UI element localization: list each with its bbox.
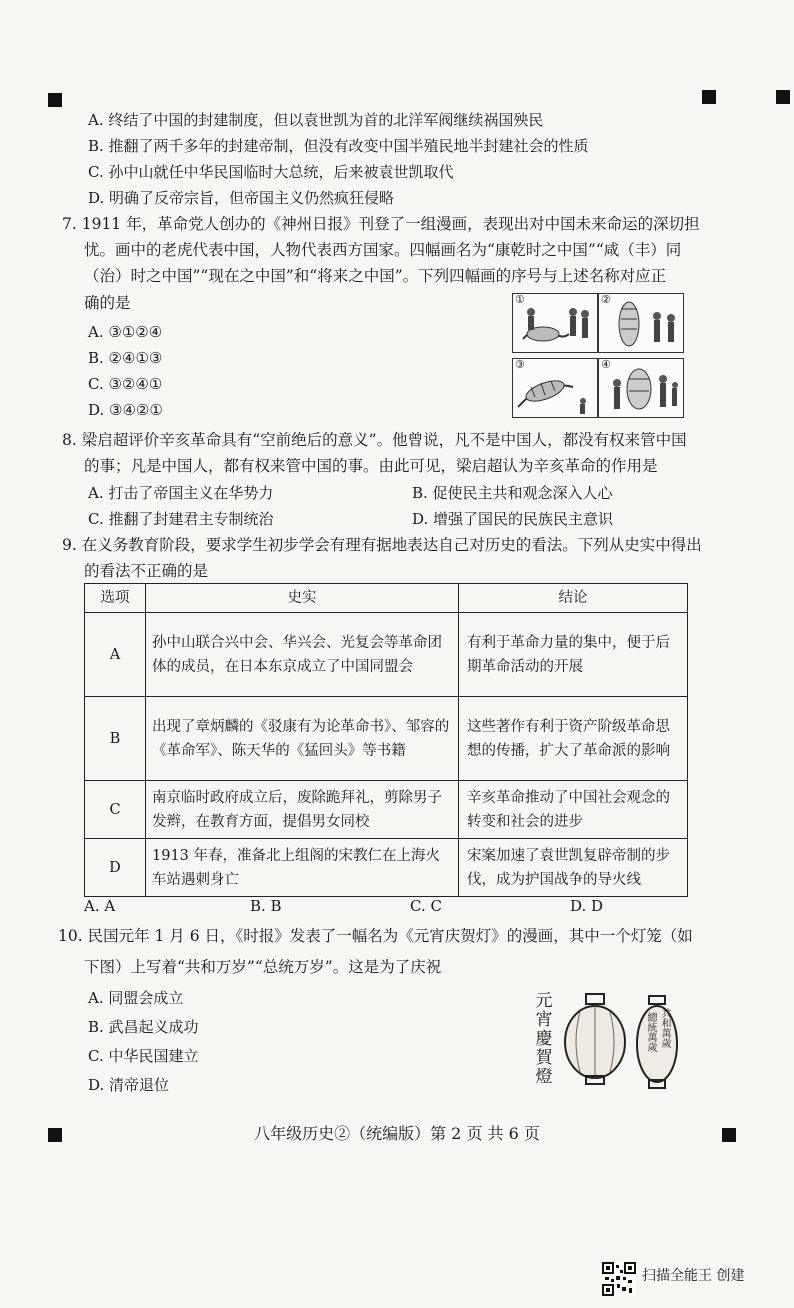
page-footer: 八年级历史②（统编版）第 2 页 共 6 页 [254, 1124, 540, 1143]
q9-option-d: D. D [570, 897, 604, 915]
q8-option-c: C. 推翻了封建君主专制统治 [88, 510, 274, 528]
q7-option-c: C. ③②④① [88, 375, 163, 393]
caption-char: 賀 [535, 1048, 553, 1068]
table-row [85, 697, 688, 781]
q7-stem-line: 确的是 [84, 294, 131, 312]
row-conclusion: 这些著作有利于资产阶级革命思想的传播，扩大了革命派的影响 [459, 697, 688, 781]
panel-number: ② [601, 293, 611, 306]
row-fact: 南京临时政府成立后，废除跪拜礼，剪除男子发辫，在教育方面，提倡男女同校 [146, 781, 459, 839]
lantern-caption [533, 992, 555, 1087]
history-facts-table [84, 583, 688, 897]
q10-option-c: C. 中华民国建立 [88, 1047, 199, 1065]
row-conclusion: 辛亥革命推动了中国社会观念的转变和社会的进步 [459, 781, 688, 839]
q7-option-d: D. ③④②① [88, 401, 163, 419]
caption-char: 元 [535, 991, 553, 1011]
registration-mark [776, 90, 790, 104]
q10-option-d: D. 清帝退位 [88, 1076, 170, 1094]
lantern-text-1: 共和萬歲 [659, 1008, 670, 1048]
q8-stem-line: 的事；凡是中国人，都有权来管中国的事。由此可见，梁启超认为辛亥革命的作用是 [84, 457, 658, 475]
q8-stem-line: 8. 梁启超评价辛亥革命具有“空前绝后的意义”。他曾说，凡不是中国人，都没有权来管中国 [62, 431, 687, 449]
q6-option-b: B. 推翻了两千多年的封建帝制，但没有改变中国半殖民地半封建社会的性质 [88, 137, 589, 155]
lantern-right [636, 994, 678, 1090]
row-option: D [85, 839, 146, 897]
table-header-row [85, 584, 688, 613]
table-row [85, 781, 688, 839]
tiger-people-sketch [513, 294, 597, 352]
lantern-right-icon [636, 994, 678, 1090]
qr-code-icon [602, 1262, 636, 1296]
scanner-label: 扫描全能王 创建 [642, 1268, 745, 1284]
caption-char: 宵 [535, 1010, 553, 1030]
q6-option-d: D. 明确了反帝宗旨，但帝国主义仍然疯狂侵略 [88, 189, 395, 207]
q10-stem-line: 下图）上写着“共和万岁”“总统万岁”。这是为了庆祝 [84, 958, 442, 976]
tiger-standing-sketch [599, 294, 683, 352]
q7-option-a: A. ③①②④ [88, 323, 163, 341]
q10-stem-line: 10. 民国元年 1 月 6 日，《时报》发表了一幅名为《元宵庆贺灯》的漫画，其中一个灯笼（如 [58, 927, 693, 945]
tiger-leaping-sketch [513, 359, 597, 417]
row-option: B [85, 697, 146, 781]
q8-option-a: A. 打击了帝国主义在华势力 [88, 484, 274, 502]
cartoon-panel-3 [512, 358, 598, 418]
q9-option-b: B. B [250, 897, 282, 915]
panel-number: ③ [515, 358, 525, 371]
header-fact: 史实 [146, 584, 459, 613]
q10-option-b: B. 武昌起义成功 [88, 1018, 199, 1036]
lantern-text-2: 總統萬歲 [645, 1012, 656, 1052]
q10-option-a: A. 同盟会成立 [88, 989, 184, 1007]
table-row [85, 613, 688, 697]
row-option: C [85, 781, 146, 839]
q7-stem-line: 7. 1911 年，革命党人创办的《神州日报》刊登了一组漫画，表现出对中国未来命运的深切担 [62, 215, 700, 233]
q8-option-b: B. 促使民主共和观念深入人心 [412, 484, 613, 502]
caption-char: 慶 [535, 1029, 553, 1049]
header-option: 选项 [85, 584, 146, 613]
row-fact: 1913 年春，准备北上组阁的宋教仁在上海火车站遇刺身亡 [146, 839, 459, 897]
row-fact: 出现了章炳麟的《驳康有为论革命书》、邹容的《革命军》、陈天华的《猛回头》等书籍 [146, 697, 459, 781]
q9-stem-line: 的看法不正确的是 [84, 562, 209, 580]
row-conclusion: 宋案加速了袁世凯复辟帝制的步伐，成为护国战争的导火线 [459, 839, 688, 897]
q9-option-a: A. A [84, 897, 116, 915]
row-conclusion: 有利于革命力量的集中，便于后期革命活动的开展 [459, 613, 688, 697]
header-conclusion: 结论 [459, 584, 688, 613]
q7-stem-line: 忧。画中的老虎代表中国，人物代表西方国家。四幅画名为“康乾时之中国”“咸（丰）同 [84, 241, 682, 259]
panel-number: ④ [601, 358, 611, 371]
registration-mark [48, 93, 62, 107]
table-row [85, 839, 688, 897]
cartoon-panel-4 [598, 358, 684, 418]
tiger-people-group-sketch [599, 359, 683, 417]
cartoon-panel-2 [598, 293, 684, 353]
q6-option-c: C. 孙中山就任中华民国临时大总统，后来被袁世凯取代 [88, 163, 454, 181]
q7-stem-line: （治）时之中国”“现在之中国”和“将来之中国”。下列四幅画的序号与上述名称对应正 [84, 267, 667, 285]
q6-option-a: A. 终结了中国的封建制度，但以袁世凯为首的北洋军阀继续祸国殃民 [88, 111, 544, 129]
caption-char: 燈 [535, 1067, 553, 1087]
row-fact: 孙中山联合兴中会、华兴会、光复会等革命团体的成员，在日本东京成立了中国同盟会 [146, 613, 459, 697]
panel-number: ① [515, 293, 525, 306]
registration-mark [702, 90, 716, 104]
q8-option-d: D. 增强了国民的民族民主意识 [412, 510, 614, 528]
q9-option-c: C. C [410, 897, 442, 915]
q7-option-b: B. ②④①③ [88, 349, 163, 367]
q9-stem-line: 9. 在义务教育阶段，要求学生初步学会有理有据地表达自己对历史的看法。下列从史实中得出 [62, 536, 702, 554]
cartoon-panel-1 [512, 293, 598, 353]
lantern-left-icon [560, 990, 630, 1090]
row-option: A [85, 613, 146, 697]
